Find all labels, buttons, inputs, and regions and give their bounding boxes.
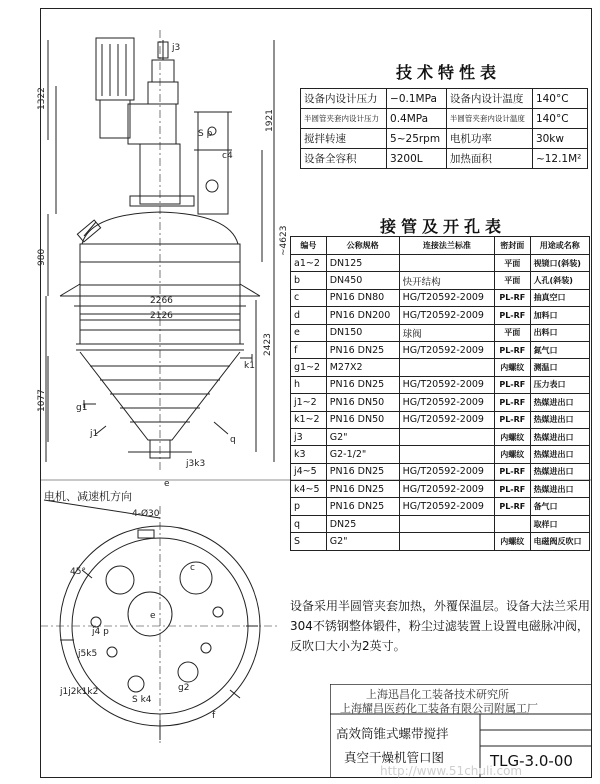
ports-cell: e: [291, 324, 327, 341]
ports-cell: HG/T20592-2009: [399, 307, 494, 324]
ports-cell: PN16 DN25: [326, 376, 399, 393]
ports-cell: 热媒进出口: [530, 463, 589, 480]
label-e-plan: e: [150, 611, 156, 621]
ports-cell: k3: [291, 446, 327, 463]
ports-cell: PL-RF: [495, 307, 531, 324]
label-c4: c4: [222, 151, 233, 161]
spec-cell: 加热面积: [446, 149, 532, 169]
ports-cell: PL-RF: [495, 289, 531, 306]
ports-cell: PN16 DN200: [326, 307, 399, 324]
reducer-body: [128, 104, 176, 144]
company-line-1: 上海迅昌化工装备技术研究所: [366, 688, 509, 701]
ports-cell: f: [291, 341, 327, 358]
ports-cell: 压力表口: [530, 376, 589, 393]
spec-cell: 设备全容积: [301, 149, 387, 169]
ports-cell: PN16 DN25: [326, 498, 399, 515]
ports-cell: j1~2: [291, 394, 327, 411]
ports-cell: 出料口: [530, 324, 589, 341]
ports-cell: [399, 255, 494, 272]
ports-cell: 电磁阀反吹口: [530, 533, 589, 550]
ports-cell: 内螺纹: [495, 533, 531, 550]
ports-cell: DN125: [326, 255, 399, 272]
ports-header-cell: 密封面: [495, 237, 531, 255]
ports-cell: j3: [291, 428, 327, 445]
ports-cell: PL-RF: [495, 341, 531, 358]
ports-cell: b: [291, 272, 327, 289]
ports-cell: h: [291, 376, 327, 393]
drawing-code: TLG-3.0-00: [490, 752, 573, 770]
ports-row: [291, 359, 590, 376]
ports-row: [291, 411, 590, 428]
ports-cell: 内螺纹: [495, 428, 531, 445]
ports-row: [291, 307, 590, 324]
ports-cell: HG/T20592-2009: [399, 481, 494, 498]
ports-cell: 测温口: [530, 359, 589, 376]
ports-cell: 平面: [495, 272, 531, 289]
ports-row: [291, 255, 590, 272]
ports-cell: PN16 DN25: [326, 341, 399, 358]
ports-cell: PL-RF: [495, 411, 531, 428]
ports-cell: k4~5: [291, 481, 327, 498]
ports-cell: 平面: [495, 324, 531, 341]
spec-cell: 设备内设计温度: [446, 89, 532, 109]
spec-cell: 半圆管夹套内设计温度: [446, 109, 532, 129]
ports-cell: 抽真空口: [530, 289, 589, 306]
ports-row: [291, 515, 590, 532]
ports-cell: PN16 DN25: [326, 481, 399, 498]
ports-title: 接管及开孔表: [380, 217, 507, 236]
ports-row: [291, 394, 590, 411]
ports-cell: G2": [326, 533, 399, 550]
spec-row: [301, 149, 588, 169]
spec-cell: ~12.1M²: [532, 149, 587, 169]
spec-table: [300, 88, 588, 169]
ports-cell: 内螺纹: [495, 359, 531, 376]
ports-cell: q: [291, 515, 327, 532]
spec-cell: 5~25rpm: [387, 129, 447, 149]
dim-1077: 1077: [37, 389, 47, 412]
ports-header-cell: 编号: [291, 237, 327, 255]
ports-cell: 热媒进出口: [530, 481, 589, 498]
ports-cell: c: [291, 289, 327, 306]
ports-cell: DN450: [326, 272, 399, 289]
spec-cell: −0.1MPa: [387, 89, 447, 109]
ports-cell: 球阀: [399, 324, 494, 341]
ports-cell: p: [291, 498, 327, 515]
ports-row: [291, 341, 590, 358]
label-j3: j3: [172, 43, 181, 53]
ports-row: [291, 324, 590, 341]
spec-row: [301, 109, 588, 129]
ports-cell: [495, 515, 531, 532]
ports-cell: 人孔(斜装): [530, 272, 589, 289]
spec-row: [301, 89, 588, 109]
ports-cell: 热媒进出口: [530, 411, 589, 428]
label-s-k4: S k4: [132, 695, 152, 705]
ports-table: [290, 236, 590, 551]
spec-cell: 0.4MPa: [387, 109, 447, 129]
ports-cell: [399, 359, 494, 376]
dim-980: 980: [37, 248, 47, 266]
ports-cell: HG/T20592-2009: [399, 463, 494, 480]
design-note: 设备采用半圆管夹套加热，外覆保温层。设备大法兰采用304不锈钢整体锻件，粉尘过滤装置上设置电磁脉冲阀，反吹口大小为2英寸。: [290, 599, 591, 653]
label-j5k5: j5k5: [78, 649, 98, 659]
ports-row: [291, 481, 590, 498]
gearbox-body: [100, 100, 130, 138]
label-c: c: [190, 563, 195, 573]
ports-cell: k1~2: [291, 411, 327, 428]
label-q: q: [230, 435, 236, 445]
ports-cell: PN16 DN50: [326, 411, 399, 428]
spec-cell: 30kw: [532, 129, 587, 149]
spec-cell: 电机功率: [446, 129, 532, 149]
label-f: f: [212, 711, 216, 721]
dim-1921: 1921: [265, 109, 275, 132]
label-s-p: S p: [198, 129, 213, 139]
ports-cell: 热媒进出口: [530, 446, 589, 463]
company-line-2: 上海耀昌医药化工装备有限公司附属工厂: [340, 702, 538, 715]
label-e: e: [164, 479, 170, 489]
ports-cell: PN16 DN25: [326, 463, 399, 480]
spec-row: [301, 129, 588, 149]
ports-cell: 快开结构: [399, 272, 494, 289]
ports-row: [291, 428, 590, 445]
spec-cell: 设备内设计压力: [301, 89, 387, 109]
ports-cell: [399, 428, 494, 445]
ports-row: [291, 446, 590, 463]
ports-cell: DN25: [326, 515, 399, 532]
label-holes: 4-Ø30: [132, 509, 160, 519]
spec-cell: 3200L: [387, 149, 447, 169]
label-j1j2k1k2: j1j2k1k2: [60, 687, 99, 697]
spec-cell: 140°C: [532, 109, 587, 129]
ports-cell: [399, 446, 494, 463]
dim-2423: 2423: [263, 333, 273, 356]
ports-cell: 氮气口: [530, 341, 589, 358]
dim-2126: 2126: [150, 311, 173, 321]
ports-cell: HG/T20592-2009: [399, 394, 494, 411]
ports-cell: 备气口: [530, 498, 589, 515]
ports-cell: G2-1/2": [326, 446, 399, 463]
ports-row: [291, 533, 590, 550]
ports-cell: PN16 DN80: [326, 289, 399, 306]
ports-cell: PL-RF: [495, 481, 531, 498]
label-g1: g1: [76, 403, 88, 413]
ports-cell: [399, 533, 494, 550]
spec-cell: 半圆管夹套内设计压力: [301, 109, 387, 129]
ports-cell: G2": [326, 428, 399, 445]
ports-cell: S: [291, 533, 327, 550]
ports-row: [291, 498, 590, 515]
label-45: 45°: [70, 567, 86, 577]
dim-2266: 2266: [150, 296, 173, 306]
ports-cell: 内螺纹: [495, 446, 531, 463]
ports-cell: PN16 DN50: [326, 394, 399, 411]
ports-cell: 热媒进出口: [530, 428, 589, 445]
ports-row: [291, 289, 590, 306]
drawing-name-2: 真空干燥机管口图: [344, 750, 445, 765]
spec-cell: 搅拌转速: [301, 129, 387, 149]
label-j3k3: j3k3: [186, 459, 206, 469]
ports-cell: g1~2: [291, 359, 327, 376]
ports-cell: PL-RF: [495, 463, 531, 480]
ports-cell: HG/T20592-2009: [399, 411, 494, 428]
ports-cell: 取样口: [530, 515, 589, 532]
ports-header-cell: 用途或名称: [530, 237, 589, 255]
ports-cell: [399, 515, 494, 532]
label-g2: g2: [178, 683, 190, 693]
ports-cell: 平面: [495, 255, 531, 272]
ports-row: [291, 272, 590, 289]
ports-cell: PL-RF: [495, 498, 531, 515]
ports-cell: 加料口: [530, 307, 589, 324]
ports-cell: d: [291, 307, 327, 324]
bearing-box: [148, 82, 178, 104]
ports-cell: 视镜口(斜装): [530, 255, 589, 272]
ports-row: [291, 376, 590, 393]
ports-cell: PL-RF: [495, 376, 531, 393]
ports-header-cell: 公称规格: [326, 237, 399, 255]
ports-header-cell: 连接法兰标准: [399, 237, 494, 255]
ports-cell: HG/T20592-2009: [399, 289, 494, 306]
watermark: http://www.51chuli.com: [380, 764, 523, 778]
label-j4p: j4 p: [92, 627, 109, 637]
dim-1322: 1322: [37, 87, 47, 110]
label-j1: j1: [90, 429, 99, 439]
drawing-name-1: 高效筒锥式螺带搅拌: [336, 726, 449, 741]
ports-cell: HG/T20592-2009: [399, 498, 494, 515]
ports-cell: HG/T20592-2009: [399, 376, 494, 393]
ports-cell: HG/T20592-2009: [399, 341, 494, 358]
label-k1: k1: [244, 361, 255, 371]
ports-cell: 热媒进出口: [530, 394, 589, 411]
ports-cell: j4~5: [291, 463, 327, 480]
spec-title: 技术特性表: [396, 63, 502, 82]
dim-4623: ~4623: [279, 225, 289, 256]
ports-cell: a1~2: [291, 255, 327, 272]
ports-header-row: [291, 237, 590, 255]
ports-cell: PL-RF: [495, 394, 531, 411]
ports-cell: DN150: [326, 324, 399, 341]
ports-row: [291, 463, 590, 480]
motor-direction-label: 电机、减速机方向: [44, 490, 132, 503]
spec-cell: 140°C: [532, 89, 587, 109]
ports-cell: M27X2: [326, 359, 399, 376]
